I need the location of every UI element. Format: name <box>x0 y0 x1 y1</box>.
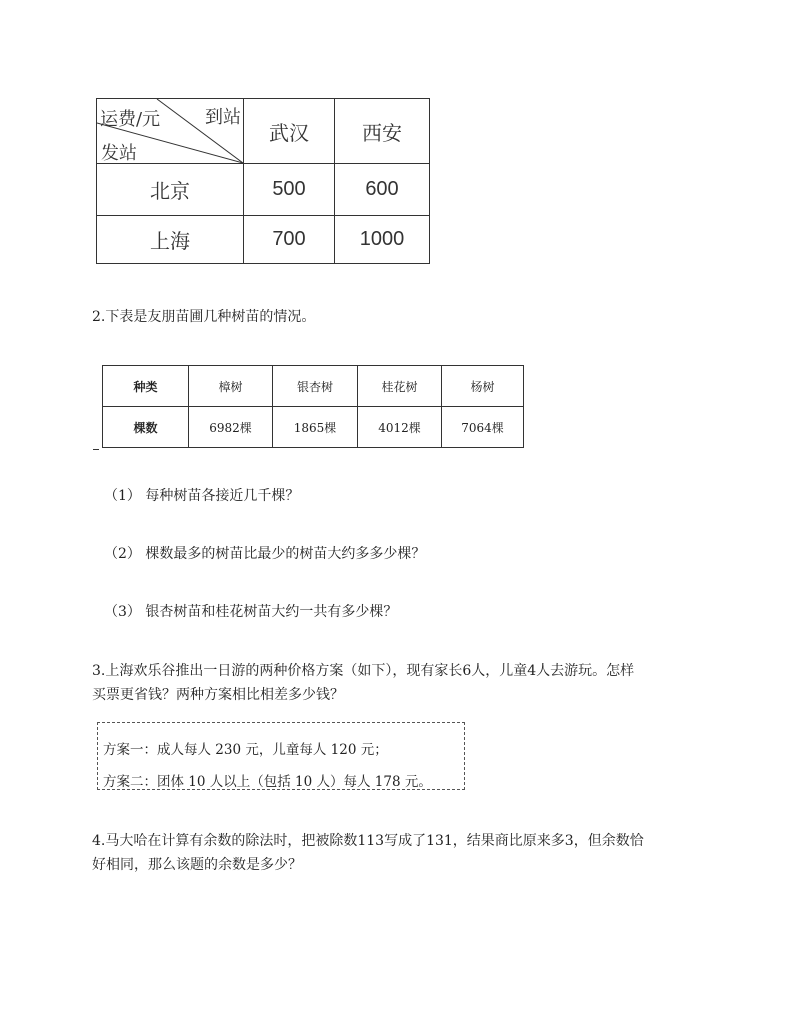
column-header-xian: 西安 <box>335 99 430 164</box>
column-header-wuhan: 武汉 <box>244 99 335 164</box>
tree-header-count: 棵数 <box>103 407 189 448</box>
question-4-line-1: 4.马大哈在计算有余数的除法时，把被除数113写成了131，结果商比原来多3，但余数恰 <box>92 833 644 849</box>
stray-mark <box>93 449 99 450</box>
tree-kind-poplar: 杨树 <box>442 366 524 407</box>
question-2-sub-3: （3） 银杏树苗和桂花树苗大约一共有多少棵？ <box>104 604 398 620</box>
cell-shanghai-xian: 1000 <box>335 216 430 264</box>
question-3-line-1: 3.上海欢乐谷推出一日游的两种价格方案（如下），现有家长6人，儿童4人去游玩。怎样 <box>92 663 635 679</box>
question-2-sub-1: （1） 每种树苗各接近几千棵？ <box>104 488 300 504</box>
diag-label-arrival: 到站 <box>205 107 241 128</box>
question-3-line-2: 买票更省钱？两种方案相比相差多少钱？ <box>92 687 344 703</box>
freight-table <box>96 98 430 264</box>
tree-kind-ginkgo: 银杏树 <box>273 366 358 407</box>
diag-label-cost: 运费/元 <box>100 109 161 130</box>
cell-shanghai-wuhan: 700 <box>244 216 335 264</box>
tree-count-osmanthus: 4012棵 <box>358 407 442 448</box>
tree-count-camphor: 6982棵 <box>189 407 273 448</box>
question-2-text: 2.下表是友朋苗圃几种树苗的情况。 <box>92 309 316 325</box>
tree-count-poplar: 7064棵 <box>442 407 524 448</box>
question-2-sub-2: （2） 棵数最多的树苗比最少的树苗大约多多少棵？ <box>104 546 426 562</box>
cell-beijing-wuhan: 500 <box>244 164 335 216</box>
plan-2: 方案二：团体 10 人以上（包括 10 人）每人 178 元。 <box>103 774 432 790</box>
plan-1: 方案一：成人每人 230 元，儿童每人 120 元； <box>103 742 388 758</box>
cell-beijing-xian: 600 <box>335 164 430 216</box>
question-4-line-2: 好相同，那么该题的余数是多少？ <box>92 857 302 873</box>
tree-kind-osmanthus: 桂花树 <box>358 366 442 407</box>
diag-label-departure: 发站 <box>101 143 137 164</box>
row-header-shanghai: 上海 <box>97 216 244 264</box>
tree-count-ginkgo: 1865棵 <box>273 407 358 448</box>
tree-header-kind: 种类 <box>103 366 189 407</box>
row-header-beijing: 北京 <box>97 164 244 216</box>
tree-kind-camphor: 樟树 <box>189 366 273 407</box>
diagonal-header-cell <box>97 99 244 164</box>
tree-table <box>102 365 524 448</box>
price-plans-box <box>97 722 465 790</box>
